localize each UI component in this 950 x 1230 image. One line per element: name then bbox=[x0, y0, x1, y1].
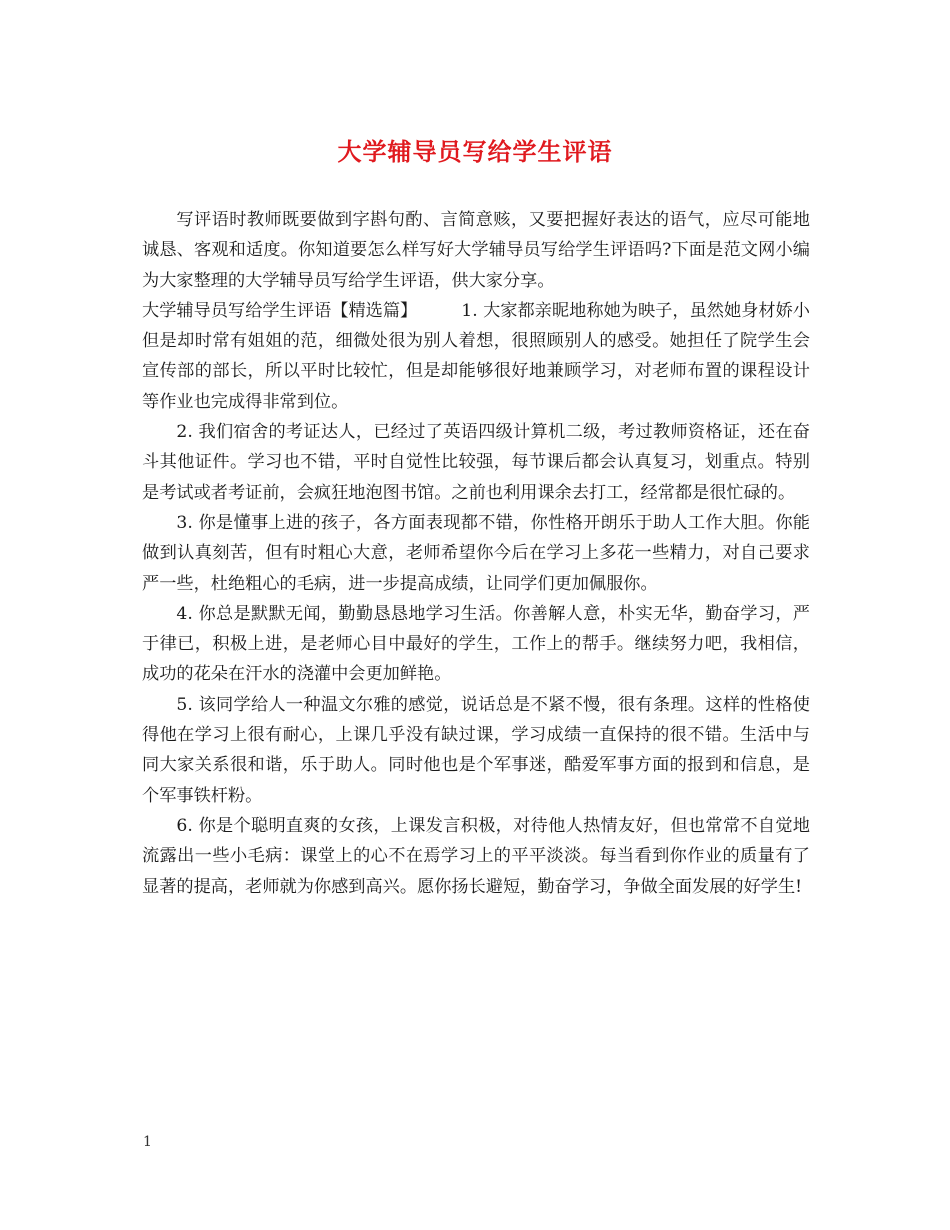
comment-item-4: 4. 你总是默默无闻，勤勤恳恳地学习生活。你善解人意，朴实无华，勤奋学习，严于律已，积极上进，是老师心目中最好的学生，工作上的帮手。继续努力吧，我相信，成功的花朵在汗水的浇灌中会更加鲜艳。 bbox=[142, 603, 810, 685]
intro-paragraph: 写评语时教师既要做到字斟句酌、言简意赅，又要把握好表达的语气，应尽可能地诚恳、客观和适度。你知道要怎么样写好大学辅导员写给学生评语吗?下面是范文网小编为大家整理的大学辅导员写给学生评语，供大家分享。 bbox=[142, 210, 810, 291]
document-title: 大学辅导员写给学生评语 bbox=[337, 137, 613, 166]
comment-item-5: 5. 该同学给人一种温文尔雅的感觉，说话总是不紧不慢，很有条理。这样的性格使得他在学习上很有耐心，上课几乎没有缺过课，学习成绩一直保持的很不错。生活中与同大家关系很和谐，乐于助人。同时他也是个军事迷，酷爱军事方面的报到和信息，是个军事铁杆粉。 bbox=[142, 694, 810, 806]
comment-item-6: 6. 你是个聪明直爽的女孩，上课发言积极，对待他人热情友好，但也常常不自觉地流露出一些小毛病：课堂上的心不在焉学习上的平平淡淡。每当看到你作业的质量有了显著的提高，老师就为你感到高兴。愿你扬长避短，勤奋学习，争做全面发展的好学生! bbox=[142, 815, 810, 897]
page-number: 1 bbox=[143, 1134, 152, 1150]
section-paragraph bbox=[142, 296, 810, 417]
comment-item-1: 1. 大家都亲昵地称她为映子，虽然她身材娇小但是却时常有姐姐的范，细微处很为别人着想，很照顾别人的感受。她担任了院学生会宣传部的部长，所以平时比较忙，但是却能够很好地兼顾学习，对老师布置的课程设计等作业也完成得非常到位。 bbox=[142, 300, 810, 412]
comment-item-2: 2. 我们宿舍的考证达人，已经过了英语四级计算机二级，考过教师资格证，还在奋斗其他证件。学习也不错，平时自觉性比较强，每节课后都会认真复习，划重点。特别是考试或者考证前，会疯狂地泡图书馆。之前也利用课余去打工，经常都是很忙碌的。 bbox=[142, 422, 810, 503]
section-heading: 大学辅导员写给学生评语【精选篇】 bbox=[142, 300, 418, 321]
comment-item-3: 3. 你是懂事上进的孩子，各方面表现都不错，你性格开朗乐于助人工作大胆。你能做到认真刻苦，但有时粗心大意，老师希望你今后在学习上多花一些精力，对自己要求严一些，杜绝粗心的毛病，进一步提高成绩，让同学们更加佩服你。 bbox=[142, 512, 810, 594]
document-body bbox=[142, 205, 810, 902]
